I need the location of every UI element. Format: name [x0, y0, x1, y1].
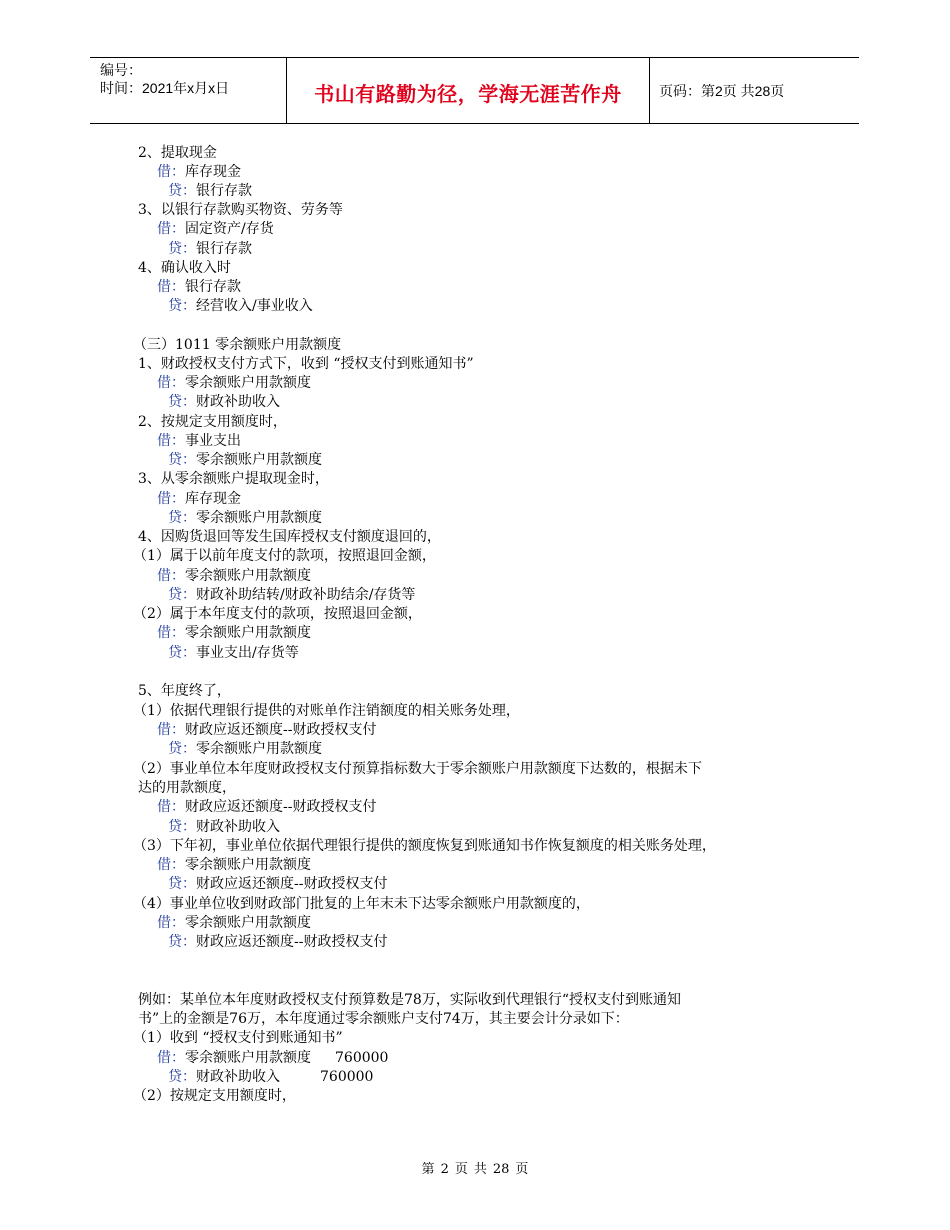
debit-line [157, 220, 274, 238]
debit-line [157, 624, 311, 642]
debit-label: 借： [157, 857, 185, 873]
credit-account: 财政补助收入 [196, 394, 280, 410]
sub-entry-title: （2）属于本年度支付的款项，按照退回金额， [133, 606, 422, 622]
footer-page-number: 2 [440, 1162, 449, 1177]
header-motto: 书山有路勤为径，学海无涯苦作舟 [314, 82, 622, 106]
sub-entry-title: （4）事业单位收到财政部门批复的上年末未下达零余额账户用款额度的， [133, 896, 590, 912]
footer-total-pages: 28 [492, 1162, 510, 1177]
debit-account: 银行存款 [185, 279, 241, 295]
debit-account: 库存现金 [185, 164, 241, 180]
credit-account: 财政补助结转/财政补助结余/存货等 [196, 587, 416, 603]
footer-di: 第 [421, 1162, 435, 1177]
credit-line [168, 875, 387, 893]
credit-account: 银行存款 [196, 183, 252, 199]
credit-label: 贷： [168, 587, 196, 603]
debit-label: 借： [157, 433, 185, 449]
credit-label: 贷： [168, 241, 196, 257]
credit-account: 零余额账户用款额度 [196, 741, 322, 757]
debit-label: 借： [157, 799, 185, 815]
entry-title: 2、按规定支用额度时， [138, 414, 287, 430]
credit-account: 经营收入/事业收入 [196, 298, 313, 314]
debit-label: 借： [157, 221, 185, 237]
sub-entry-title: （2）事业单位本年度财政授权支付预算指标数大于零余额账户用款额度下达数的，根据未下 [133, 761, 702, 777]
credit-account: 事业支出/存货等 [196, 645, 299, 661]
section-title: （三）1011 零余额账户用款额度 [133, 337, 342, 353]
entry-title: 3、以银行存款购买物资、劳务等 [138, 202, 343, 218]
debit-account: 零余额账户用款额度 [185, 1050, 311, 1066]
debit-amount: 760000 [335, 1050, 389, 1066]
debit-line [157, 1049, 388, 1067]
header-page-code: 页码：第2页 共28页 [659, 83, 785, 99]
footer-gong: 共 [473, 1162, 487, 1177]
credit-line [168, 182, 252, 200]
credit-account: 银行存款 [196, 241, 252, 257]
debit-account: 库存现金 [185, 491, 241, 507]
debit-account: 财政应返还额度--财政授权支付 [185, 722, 377, 738]
debit-label: 借： [157, 915, 185, 931]
sub-entry-title: （3）下年初，事业单位依据代理银行提供的额度恢复到账通知书作恢复额度的相关账务处理， [133, 838, 716, 854]
credit-account: 零余额账户用款额度 [196, 510, 322, 526]
debit-line [157, 490, 241, 508]
credit-label: 贷： [168, 934, 196, 950]
debit-line [157, 567, 311, 585]
debit-label: 借： [157, 279, 185, 295]
debit-line [157, 163, 241, 181]
debit-label: 借： [157, 625, 185, 641]
debit-label: 借： [157, 722, 185, 738]
credit-label: 贷： [168, 876, 196, 892]
credit-label: 贷： [168, 819, 196, 835]
sub-entry-title-continued: 达的用款额度， [138, 780, 236, 796]
credit-label: 贷： [168, 394, 196, 410]
credit-line [168, 586, 415, 604]
credit-amount: 760000 [320, 1069, 374, 1085]
credit-label: 贷： [168, 741, 196, 757]
example-paragraph-continued: 书”上的金额是76万，本年度通过零余额账户支付74万，其主要会计分录如下： [138, 1011, 629, 1027]
debit-account: 财政应返还额度--财政授权支付 [185, 799, 377, 815]
credit-label: 贷： [168, 183, 196, 199]
credit-account: 财政补助收入 [196, 819, 280, 835]
debit-line [157, 856, 311, 874]
credit-line [168, 740, 322, 758]
debit-account: 零余额账户用款额度 [185, 375, 311, 391]
entry-title: 3、从零余额账户提取现金时， [138, 471, 329, 487]
credit-label: 贷： [168, 510, 196, 526]
entry-title: 4、因购货退回等发生国库授权支付额度退回的， [138, 529, 441, 545]
credit-account: 零余额账户用款额度 [196, 452, 322, 468]
debit-label: 借： [157, 164, 185, 180]
debit-label: 借： [157, 375, 185, 391]
credit-line [168, 297, 313, 315]
credit-line [168, 644, 299, 662]
credit-label: 贷： [168, 452, 196, 468]
credit-line [168, 393, 280, 411]
credit-label: 贷： [168, 298, 196, 314]
sub-entry-title: （2）按规定支用额度时， [133, 1088, 296, 1104]
example-paragraph: 例如：某单位本年度财政授权支付预算数是78万，实际收到代理银行“授权支付到账通知 [138, 992, 681, 1008]
debit-line [157, 914, 311, 932]
footer-ye: 页 [454, 1162, 468, 1177]
debit-account: 事业支出 [185, 433, 241, 449]
sub-entry-title: （1）属于以前年度支付的款项，按照退回金额， [133, 548, 436, 564]
debit-account: 零余额账户用款额度 [185, 568, 311, 584]
credit-line [168, 509, 322, 527]
debit-line [157, 798, 376, 816]
debit-account: 零余额账户用款额度 [185, 915, 311, 931]
debit-line [157, 278, 241, 296]
credit-line [168, 933, 387, 951]
credit-line [168, 451, 322, 469]
credit-line [168, 240, 252, 258]
debit-line [157, 432, 241, 450]
credit-label: 贷： [168, 1069, 196, 1085]
debit-label: 借： [157, 1050, 185, 1066]
debit-account: 零余额账户用款额度 [185, 857, 311, 873]
page-footer [0, 1158, 950, 1177]
credit-line [168, 818, 280, 836]
debit-label: 借： [157, 491, 185, 507]
credit-account: 财政补助收入 [196, 1069, 280, 1085]
debit-label: 借： [157, 568, 185, 584]
footer-ye: 页 [515, 1162, 529, 1177]
entry-title: 2、提取现金 [138, 145, 217, 161]
sub-entry-title: （1）收到 “授权支付到账通知书” [133, 1030, 343, 1046]
debit-account: 零余额账户用款额度 [185, 625, 311, 641]
entry-title: 5、年度终了， [138, 683, 231, 699]
doc-number-label: 编号： [100, 62, 142, 78]
credit-label: 贷： [168, 645, 196, 661]
sub-entry-title: （1）依据代理银行提供的对账单作注销额度的相关账务处理， [133, 703, 520, 719]
entry-title: 4、确认收入时 [138, 260, 231, 276]
credit-account: 财政应返还额度--财政授权支付 [196, 876, 388, 892]
doc-date-label: 时间：2021年x月x日 [100, 80, 230, 96]
credit-line [168, 1068, 373, 1086]
entry-title: 1、财政授权支付方式下，收到 “授权支付到账通知书” [138, 356, 474, 372]
debit-line [157, 374, 311, 392]
debit-line [157, 721, 376, 739]
debit-account: 固定资产/存货 [185, 221, 274, 237]
credit-account: 财政应返还额度--财政授权支付 [196, 934, 388, 950]
